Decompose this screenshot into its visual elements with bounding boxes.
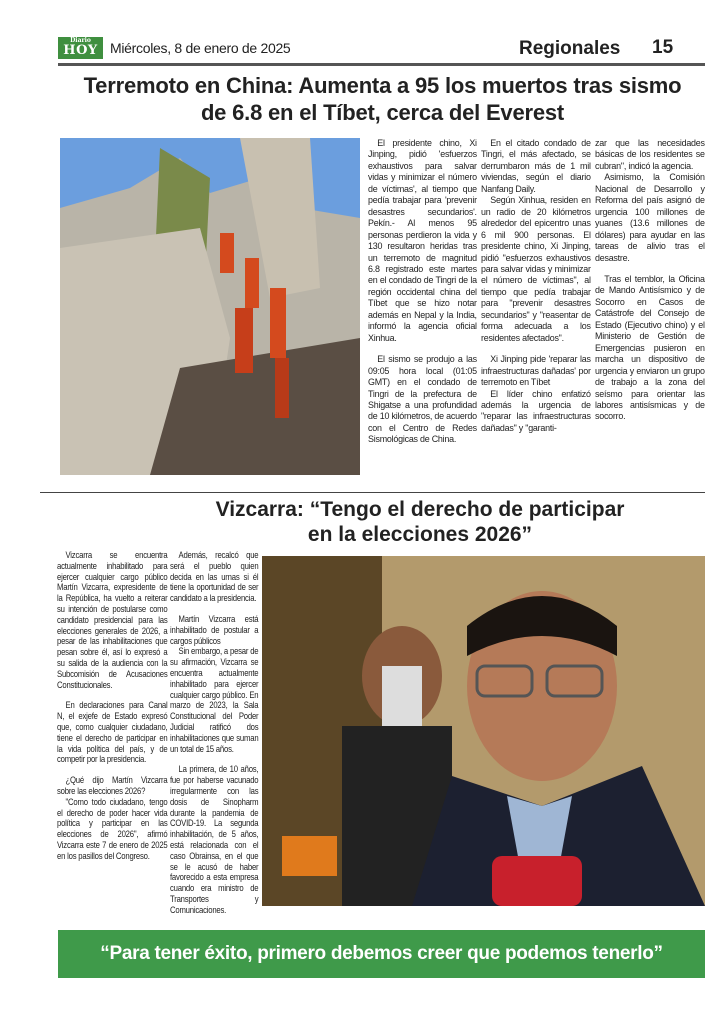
page-number: 15 <box>652 37 674 58</box>
article1-column-2 <box>481 138 591 434</box>
vizcarra-press-photo <box>262 556 705 906</box>
headline-line: Vizcarra: “Tengo el derecho de participar <box>215 498 625 521</box>
article1-column-3 <box>595 138 705 423</box>
headline-line: en la elecciones 2026” <box>307 523 533 546</box>
logo-main-text: HOY <box>63 43 98 58</box>
paragraph: Además, recalcó que será el pueblo quien decida en las urnas si él tiene la oportunidad de ser candidato a la presidencia. <box>170 550 259 604</box>
article2-column-2 <box>170 550 258 916</box>
logo-top-text: Diario <box>70 37 91 44</box>
subheading: ¿Qué dijo Martín Vizcarra sobre las elecciones 2026? <box>57 775 168 796</box>
section-name: Regionales <box>519 38 621 59</box>
article-divider <box>40 492 705 493</box>
paragraph: El presidente chino, Xi Jinping, pidió 'esfuerzos exhaustivos para salvar vidas y minimizar el número de víctimas', al tiempo que pedía trabajar para 'prevenir desastres secundarios'. Pekín.- Al menos 95 personas perdieron la vida y 130 resultaron heridas tras un terremoto de magnitud 6.8 registrado este martes en el condado de Tingri de la región occidental china del Tíbet que se hizo notar además en Nepal y la India, informó la agencia oficial Xinhua. <box>368 138 477 344</box>
headline-line: de 6.8 en el Tíbet, cerca del Everest <box>200 100 565 125</box>
paragraph: El líder chino enfatizó además la urgencia de "reparar las infraestructuras dañadas" y "garanti- <box>481 388 591 434</box>
paragraph: "Como todo ciudadano, tengo el derecho de poder hacer vida política y participar en las elecciones de 2026", afirmó Vizcarra este 7 de enero de 2025 en los pasillos del Congreso. <box>57 796 168 861</box>
article2-headline <box>200 497 640 547</box>
issue-date: Miércoles, 8 de enero de 2025 <box>110 40 291 56</box>
paragraph: Asimismo, la Comisión Nacional de Desarrollo y Reforma del país asignó de urgencia 100 millones de yuanes (13.6 millones de dólares) para ayudar en las tareas de alivio tras el desastre. <box>595 172 705 264</box>
paragraph: La primera, de 10 años, fue por haberse vacunado irregularmente con las dosis de Sinopharm durante la pandemia de COVID-19. La segunda inhabilitación, de 5 años, está relacionada con el caso Obrainsa, en el que se le acusó de haber favorecido a esta empresa cuando era ministro de Transportes y Comunicaciones. <box>170 764 259 915</box>
subheading: Xi Jinping pide 'reparar las infraestructuras dañadas' por terremoto en Tíbet <box>481 354 591 389</box>
paragraph: Según Xinhua, residen en un radio de 20 kilómetros alrededor del epicentro unas 6 mil 900 personas. El presidente chino, Xi Jinping, pidió "esfuerzos exhaustivos para salvar vidas y minimizar el número de víctimas", al tiempo que pedía trabajar para "prevenir desastres secundarios" y "reasentar de forma adecuada a los residentes afectados". <box>481 195 591 344</box>
paragraph: Tras el temblor, la Oficina de Mando Antisísmico y de Socorro en Casos de Catástrofe del Consejo de Estado (Ejecutivo chino) y el Ministerio de Gestión de Emergencias pusieron en marcha un dispositivo de urgencia y enviaron un grupo de trabajo a la zona del seísmo para orientar las labores antisísmicas y de socorro. <box>595 273 705 423</box>
header-rule <box>58 63 705 66</box>
quote-banner: “Para tener éxito, primero debemos creer que podemos tenerlo” <box>58 930 705 978</box>
paragraph: En el citado condado de Tingri, el más afectado, se derrumbaron más de 1 mil viviendas, según el diario Nanfang Daily. <box>481 138 591 195</box>
headline-line: Terremoto en China: Aumenta a 95 los muertos tras sismo <box>83 73 682 98</box>
subheading: Martín Vizcarra está inhabilitado de postular a cargos públicos <box>170 613 259 646</box>
paragraph: Vizcarra se encuentra actualmente inhabilitado para ejercer cualquier cargo público Martín Vizcarra, expresidente de la República, ha vuelto a reiterar su intención de postularse como candidato presidencial para las elecciones generales de 2026, a pesar de las inhabilitaciones que pesan sobre él, así lo expresó a su salida de la audiencia con la Subcomisión de Acusaciones Constitucionales. <box>57 550 168 690</box>
newspaper-logo <box>58 37 103 59</box>
article1-column-1 <box>368 138 477 446</box>
earthquake-rescue-photo <box>60 138 360 475</box>
paragraph: zar que las necesidades básicas de los residentes se cubran", indicó la agencia. <box>595 138 705 172</box>
paragraph: En declaraciones para Canal N, el exjefe de Estado expresó que, como cualquier ciudadano, tiene el derecho de participar en la vida política del país, y de competir por la presidencia. <box>57 700 168 765</box>
paragraph: El sismo se produjo a las 09:05 hora local (01:05 GMT) en el condado de Tingri de la prefectura de Shigatse a una profundidad de 10 kilómetros, de acuerdo con el Centro de Redes Sismológicas de China. <box>368 354 477 446</box>
paragraph: Sin embargo, a pesar de su afirmación, Vizcarra se encuentra actualmente inhabilitado para ejercer cualquier cargo público. En marzo de 2023, la Sala Constitucional del Poder Judicial ratificó dos inhabilitaciones que suman un total de 15 años. <box>170 646 259 754</box>
article2-column-1 <box>57 550 168 862</box>
article1-headline <box>60 72 705 126</box>
